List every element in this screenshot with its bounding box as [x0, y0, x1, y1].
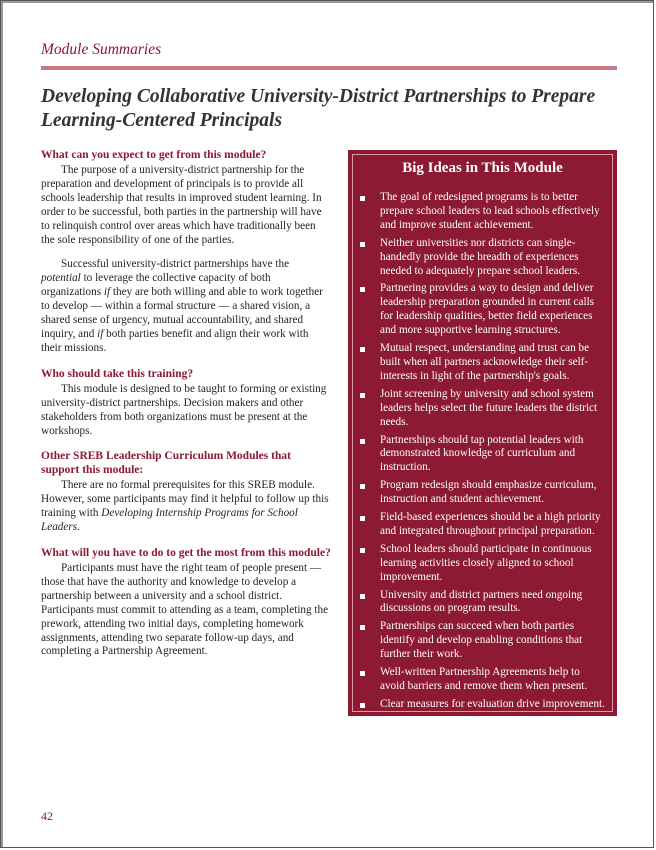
- emphasis-if: if: [97, 327, 104, 340]
- bullet-icon: [360, 287, 365, 292]
- bullet-icon: [360, 594, 365, 599]
- section-audience: [41, 367, 331, 439]
- list-item-text: Field-based experiences should be a high priority and integrated throughout principal preparation.: [380, 511, 601, 537]
- body-paragraph: The purpose of a university-district partnership for the preparation and development of principals is to provide all schools leadership that results in improved student learning. In order to be successful, both parties in the partnership will have to relinquish control over areas which have traditionally been the sole responsibility of one of the parties.: [41, 164, 322, 246]
- list-item: [360, 589, 605, 617]
- bullet-icon: [360, 625, 365, 630]
- section-heading: What can you expect to get from this module?: [41, 149, 267, 161]
- bullet-icon: [360, 242, 365, 247]
- list-item: [360, 388, 605, 430]
- text-run: they are both willing and able to work together to develop — within a formal structure — a shared vision, a shared sense of urgency, mutual accountability, and shared inquiry, and: [41, 286, 323, 340]
- bullet-icon: [360, 439, 365, 444]
- big-ideas-list: [360, 191, 605, 712]
- emphasis-if: if: [103, 286, 111, 299]
- page-title: Developing Collaborative University-District Partnerships to Prepare Learning-Centered Principals: [41, 86, 596, 131]
- list-item: [360, 282, 605, 338]
- body-paragraph: Participants must have the right team of people present — those that have the authority and knowledge to develop a partnership between a university and a school district. Participants must commit to attending as a team, completing the prework, attending two initial days, completing homework assignments, attending two separate follow-up days, and completing a Partnership Agreement.: [41, 562, 329, 658]
- body-paragraph: This module is designed to be taught to forming or existing university-district partnerships. Decision makers and other stakeholders from both organizations must be present at the workshops.: [41, 382, 327, 437]
- list-item-text: Well-written Partnership Agreements help to avoid barriers and remove them when present.: [380, 666, 588, 692]
- module-title-reference: Developing Internship Programs for School Leaders: [41, 507, 298, 534]
- bullet-icon: [360, 393, 365, 398]
- list-item-text: Clear measures for evaluation drive improvement.: [380, 697, 605, 710]
- body-paragraph: [41, 258, 331, 355]
- section-label: Module Summaries: [41, 41, 162, 58]
- bullet-icon: [360, 516, 365, 521]
- list-item: [360, 620, 605, 662]
- list-item: [360, 511, 605, 539]
- bullet-icon: [360, 196, 365, 201]
- big-ideas-sidebar: [348, 150, 617, 716]
- section-related-modules: [41, 449, 331, 535]
- text-run: to leverage the collective capacity of both organizations: [41, 272, 271, 299]
- section-requirements: [41, 546, 331, 659]
- list-item: [360, 543, 605, 585]
- text-run: .: [77, 521, 80, 534]
- bullet-icon: [360, 671, 365, 676]
- section-heading: Other SREB Leadership Curriculum Modules that support this module:: [41, 450, 291, 477]
- body-column: [41, 148, 331, 670]
- list-item: [360, 237, 605, 279]
- list-item-text: Partnerships can succeed when both parties identify and develop enabling conditions that further their work.: [380, 620, 583, 661]
- list-item: [360, 191, 605, 233]
- list-item-text: School leaders should participate in continuous learning activities closely aligned to school improvement.: [380, 542, 592, 583]
- bullet-icon: [360, 347, 365, 352]
- list-item-text: Partnerships should tap potential leaders with demonstrated knowledge of curriculum and instruction.: [380, 433, 584, 474]
- text-run: Successful university-district partnerships have the: [61, 258, 290, 271]
- list-item-text: Joint screening by university and school system leaders helps select the future leaders the district needs.: [380, 387, 598, 428]
- list-item: [360, 479, 605, 507]
- text-run: There are no formal prerequisites for this SREB module. However, some participants may find it helpful to follow up this training with: [41, 479, 329, 520]
- sidebar-title: Big Ideas in This Module: [402, 160, 563, 176]
- list-item-text: University and district partners need ongoing discussions on program results.: [380, 588, 583, 615]
- list-item: [360, 434, 605, 476]
- list-item-text: The goal of redesigned programs is to better prepare school leaders to lead schools effectively and improve student achievement.: [380, 191, 600, 231]
- bullet-icon: [360, 703, 365, 708]
- bullet-icon: [360, 484, 365, 489]
- list-item: [360, 342, 605, 384]
- bullet-icon: [360, 548, 365, 553]
- body-paragraph: [41, 479, 331, 535]
- emphasis-potential: potential: [41, 272, 81, 285]
- list-item-text: Mutual respect, understanding and trust can be built when all partners acknowledge their self-interests in light of the partnership's goals.: [380, 342, 590, 382]
- list-item: [360, 666, 605, 694]
- list-item-text: Program redesign should emphasize curriculum, instruction and student achievement.: [380, 479, 597, 506]
- header-divider: [41, 66, 617, 70]
- list-item: [360, 698, 605, 712]
- list-item-text: Partnering provides a way to design and deliver leadership preparation grounded in current calls for leadership qualities, better field experiences and more supportive learning structures.: [380, 282, 595, 337]
- section-heading: What will you have to do to get the most from this module?: [41, 547, 331, 560]
- list-item-text: Neither universities nor districts can single-handedly provide the breadth of experiences needed to adequately prepare school leaders.: [380, 236, 581, 277]
- page-number: 42: [41, 809, 53, 823]
- text-run: both parties benefit and align their work with their missions.: [41, 327, 309, 354]
- section-heading: Who should take this training?: [41, 367, 194, 380]
- section-expectations: [41, 148, 331, 356]
